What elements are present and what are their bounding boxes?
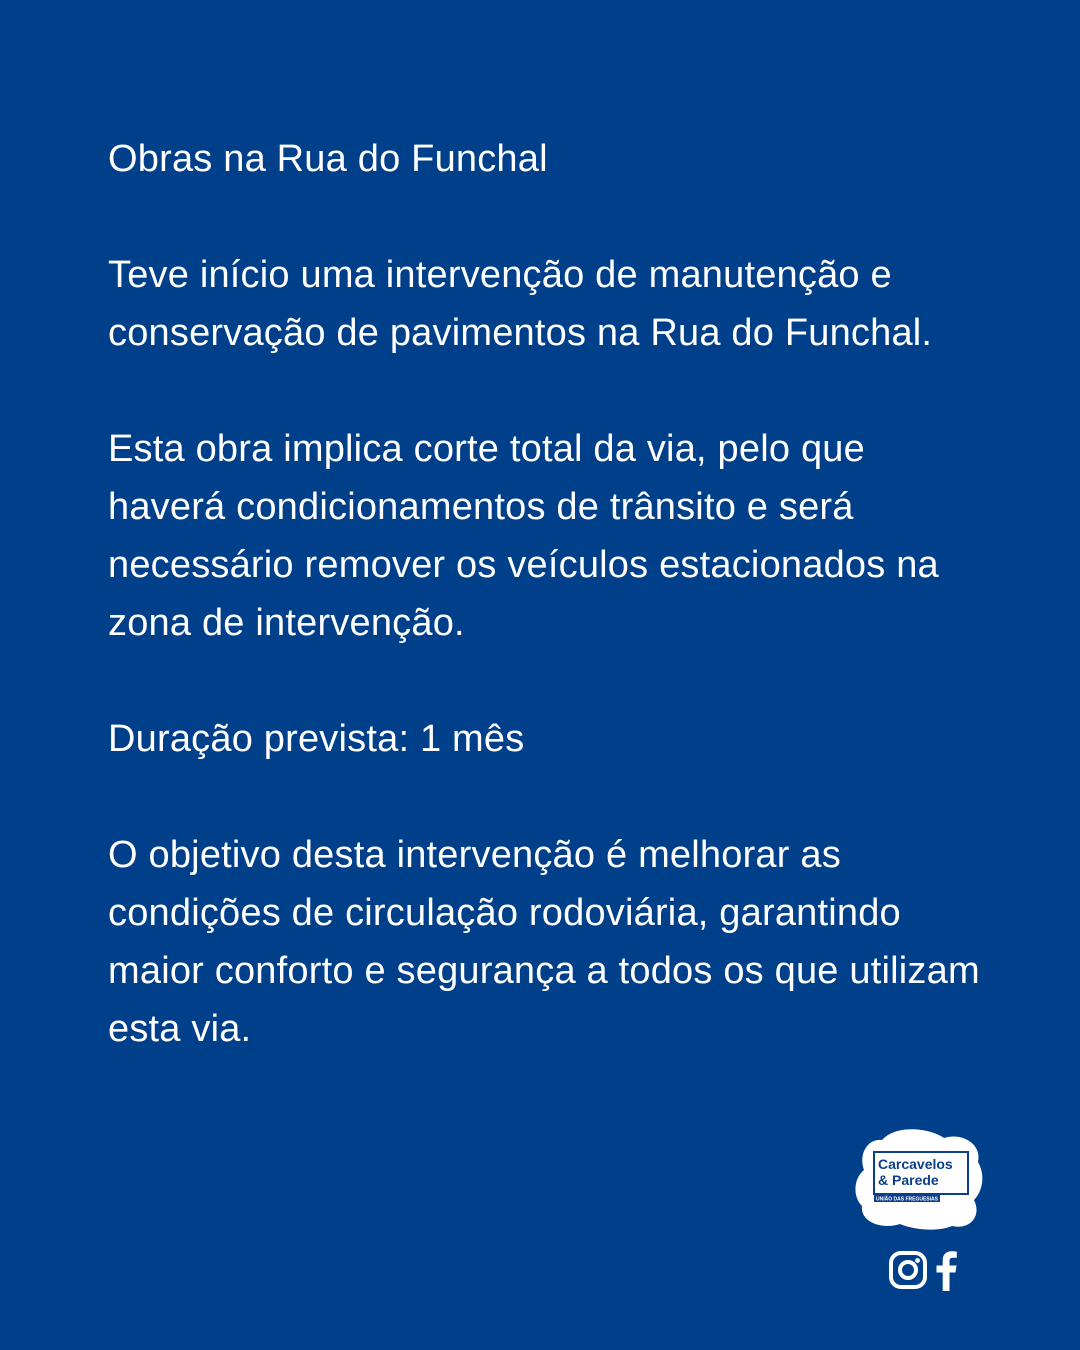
social-links (888, 1248, 968, 1292)
facebook-icon[interactable] (934, 1249, 958, 1291)
logo-line2: & Parede (878, 1172, 939, 1188)
post-content (108, 130, 988, 1116)
logo-line1: Carcavelos (878, 1156, 953, 1172)
post-paragraph-duration: Duração prevista: 1 mês (108, 718, 525, 760)
post-title: Obras na Rua do Funchal (108, 138, 548, 180)
logo-tagline: UNIÃO DAS FREGUESIAS (876, 1196, 938, 1203)
carcavelos-parede-logo (852, 1126, 986, 1232)
logo-badge (852, 1126, 986, 1232)
post-paragraph-traffic: Esta obra implica corte total da via, pelo que haverá condicionamentos de trânsito e será necessário remover os veículos estacionados na zona de intervenção. (108, 428, 939, 644)
instagram-icon[interactable] (888, 1250, 928, 1290)
post-paragraph-intro: Teve início uma intervenção de manutenção e conservação de pavimentos na Rua do Funchal. (108, 254, 933, 354)
post-paragraph-objective: O objetivo desta intervenção é melhorar as condições de circulação rodoviária, garantindo maior conforto e segurança a todos os que utilizam esta via. (108, 834, 980, 1050)
